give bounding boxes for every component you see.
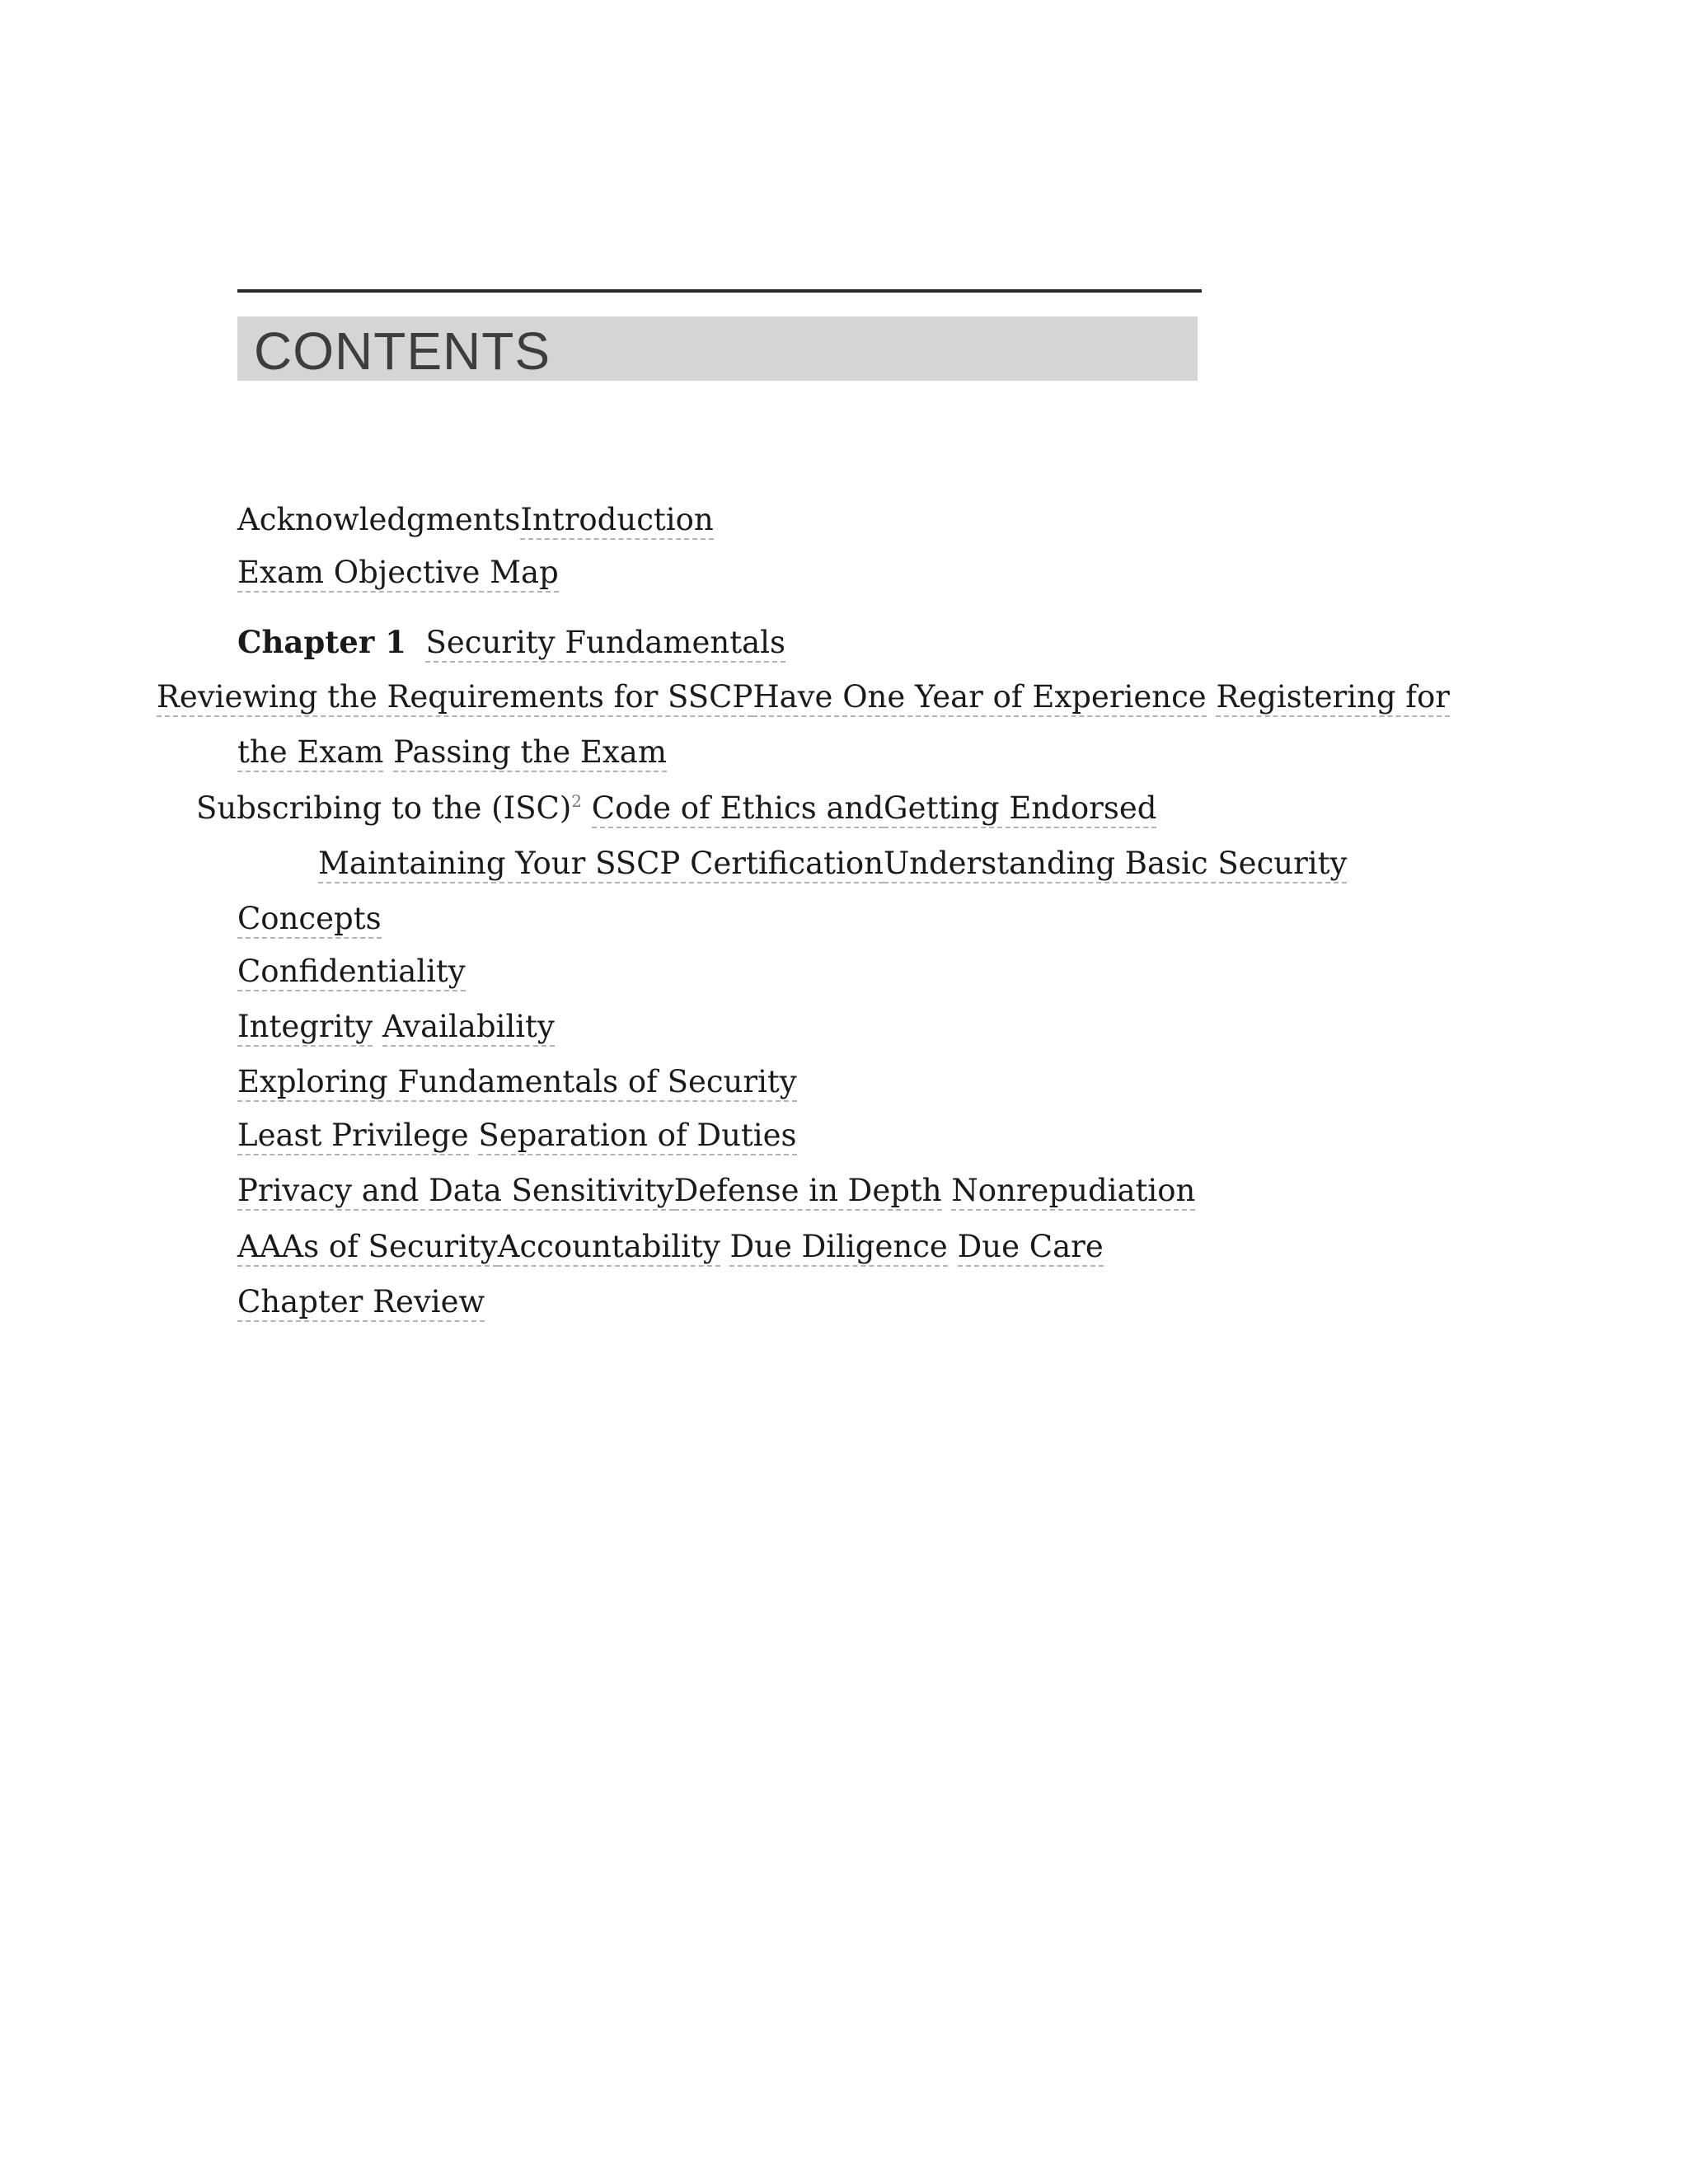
toc-link-exploring-fundamentals[interactable]: Exploring Fundamentals of Security xyxy=(237,1064,797,1102)
toc-link-registering-exam-cont[interactable]: the Exam xyxy=(237,734,383,772)
toc-link-acknowledgments[interactable]: Acknowledgments xyxy=(237,502,521,537)
toc-link-understanding-concepts-cont[interactable]: Concepts xyxy=(237,901,382,939)
toc-link-nonrepudiation[interactable]: Nonrepudiation xyxy=(951,1173,1195,1211)
toc-link-understanding-concepts[interactable]: Understanding Basic Security xyxy=(884,846,1347,883)
toc-link-registering-exam[interactable]: Registering for xyxy=(1216,679,1449,717)
toc-line-exam-map xyxy=(237,553,559,593)
toc-link-chapter-review[interactable]: Chapter Review xyxy=(237,1284,485,1322)
toc-line-exam xyxy=(237,733,667,772)
toc-line-privilege xyxy=(237,1116,797,1155)
toc-link-availability[interactable]: Availability xyxy=(382,1009,555,1047)
toc-link-due-diligence[interactable]: Due Diligence xyxy=(729,1229,947,1267)
toc-line-concepts xyxy=(237,899,382,939)
toc-line-chapter-1 xyxy=(237,622,785,663)
toc-link-confidentiality[interactable]: Confidentiality xyxy=(237,954,466,991)
toc-line-subscribing xyxy=(196,789,1156,828)
toc-line-exploring xyxy=(237,1062,797,1102)
toc-link-one-year-experience[interactable]: Have One Year of Experience xyxy=(753,679,1206,717)
toc-link-reviewing-requirements[interactable]: Reviewing the Requirements for SSCP xyxy=(157,679,753,717)
subscribing-text-a: Subscribing to the (ISC) xyxy=(196,790,572,826)
toc-link-maintaining-certification[interactable]: Maintaining Your SSCP Certification xyxy=(318,846,884,883)
toc-link-introduction[interactable]: Introduction xyxy=(520,502,713,540)
toc-line-aaas xyxy=(237,1227,1104,1267)
toc-link-least-privilege[interactable]: Least Privilege xyxy=(237,1118,469,1155)
toc-line-review xyxy=(237,1282,485,1322)
chapter-number: Chapter 1 xyxy=(237,624,406,660)
toc-link-passing-exam[interactable]: Passing the Exam xyxy=(393,734,667,772)
superscript-two: 2 xyxy=(571,791,583,811)
toc-link-exam-objective-map[interactable]: Exam Objective Map xyxy=(237,555,559,593)
toc-link-accountability[interactable]: Accountability xyxy=(498,1229,720,1267)
toc-link-security-fundamentals[interactable]: Security Fundamentals xyxy=(425,625,785,663)
subscribing-text-b: Code of Ethics and xyxy=(592,790,884,828)
toc-link-defense-in-depth[interactable]: Defense in Depth xyxy=(674,1173,942,1211)
toc-line-privacy xyxy=(237,1171,1195,1211)
toc-line-front-matter xyxy=(237,500,714,540)
toc-link-getting-endorsed[interactable]: Getting Endorsed xyxy=(884,790,1156,828)
contents-banner xyxy=(237,316,1198,381)
toc-link-aaas-of-security[interactable]: AAAs of Security xyxy=(237,1229,498,1267)
toc-link-subscribing-ethics[interactable] xyxy=(196,790,884,826)
page-title: CONTENTS xyxy=(254,321,551,381)
toc-link-integrity[interactable]: Integrity xyxy=(237,1009,373,1047)
top-rule xyxy=(237,289,1202,293)
toc-line-integrity xyxy=(237,1007,555,1047)
toc-link-due-care[interactable]: Due Care xyxy=(958,1229,1104,1267)
toc-line-confidentiality xyxy=(237,952,466,991)
toc-line-reviewing xyxy=(157,677,1450,717)
toc-line-maintaining xyxy=(318,844,1347,883)
toc-link-privacy-data-sensitivity[interactable]: Privacy and Data Sensitivity xyxy=(237,1173,674,1211)
toc-link-separation-of-duties[interactable]: Separation of Duties xyxy=(478,1118,796,1155)
